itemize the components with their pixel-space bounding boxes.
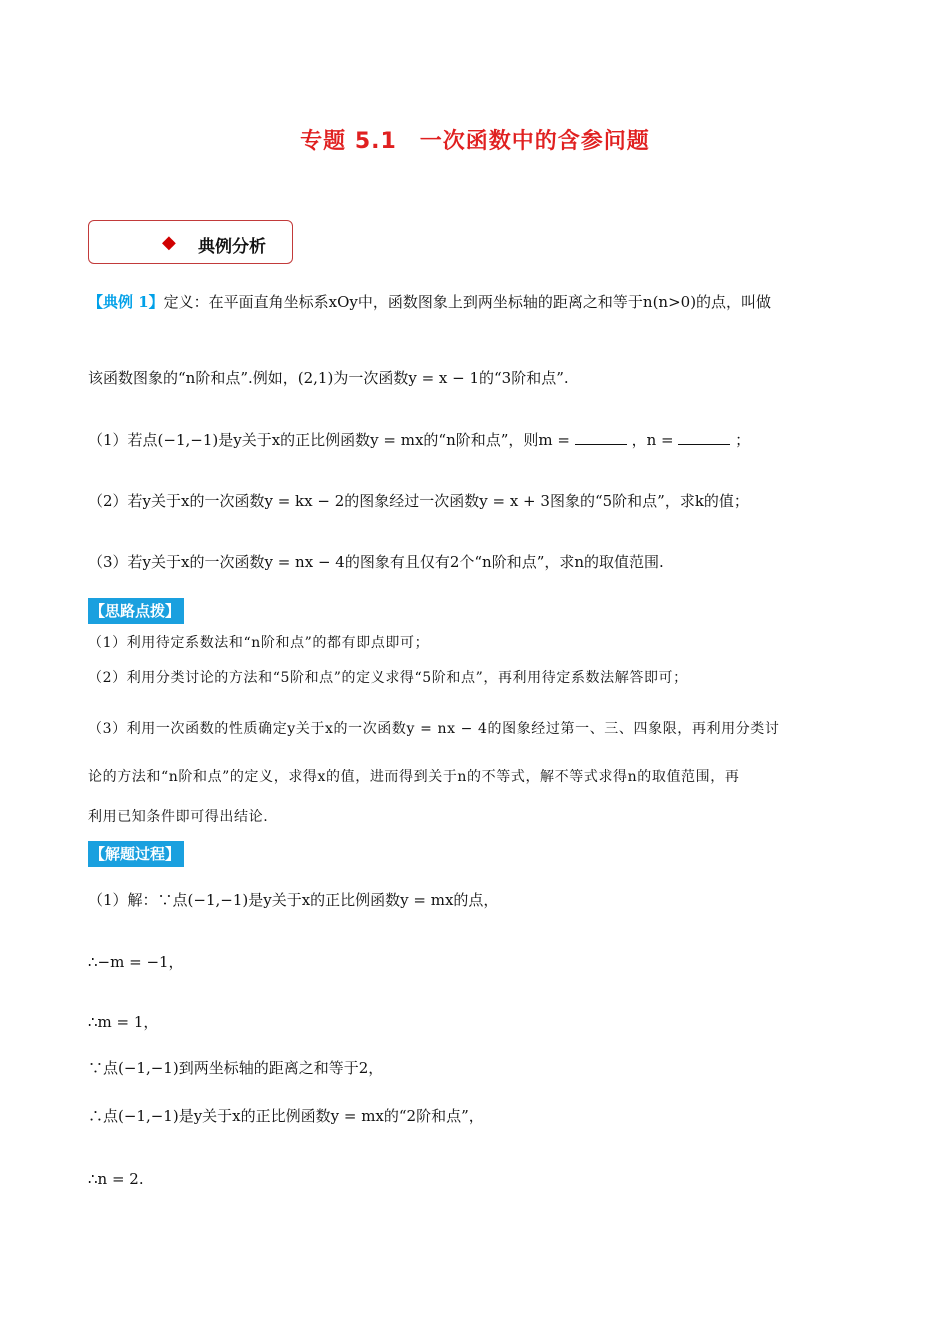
solution-step-1: （1）解：∵点(−1,−1)是y关于x的正比例函数y = mx的点， — [88, 891, 499, 909]
hint-3c: 利用已知条件即可得出结论. — [88, 809, 269, 825]
solution-badge: 【解题过程】 — [88, 841, 184, 867]
section-label: 典例分析 — [198, 237, 266, 257]
hint-2: （2）利用分类讨论的方法和“5阶和点”的定义求得“5阶和点”，再利用待定系数法解答即可； — [88, 670, 688, 686]
question-3: （3）若y关于x的一次函数y = nx − 4的图象有且仅有2个“n阶和点”，求n的取值范围. — [88, 553, 664, 571]
solution-badge-wrap — [88, 841, 184, 867]
hint-3a: （3）利用一次函数的性质确定y关于x的一次函数y = nx − 4的图象经过第一、三、四象限，再利用分类讨 — [88, 721, 780, 737]
page-title: 专题 5.1 一次函数中的含参问题 — [300, 129, 650, 154]
solution-step-2: ∴−m = −1， — [88, 953, 184, 971]
hint-3b: 论的方法和“n阶和点”的定义，求得x的值，进而得到关于n的不等式，解不等式求得n的取值范围，再 — [88, 769, 740, 785]
question-2: （2）若y关于x的一次函数y = kx − 2的图象经过一次函数y = x + 3图象的“5阶和点”，求k的值； — [88, 492, 749, 510]
example-intro-text: 定义：在平面直角坐标系xOy中，函数图象上到两坐标轴的距离之和等于n(n>0)的点，叫做 — [163, 293, 772, 311]
question-1-mid: ，n = — [631, 431, 674, 449]
question-1 — [88, 428, 750, 452]
answer-blank-n[interactable] — [678, 430, 730, 445]
example-intro-line1 — [88, 290, 771, 314]
question-1-text: （1）若点(−1,−1)是y关于x的正比例函数y = mx的“n阶和点”，则m = — [88, 431, 570, 449]
solution-step-6: ∴n = 2. — [88, 1170, 144, 1188]
example-tag: 【典例 1】 — [88, 293, 164, 311]
answer-blank-m[interactable] — [575, 430, 627, 445]
hint-1: （1）利用待定系数法和“n阶和点”的都有即点即可； — [88, 635, 430, 651]
solution-step-5: ∴点(−1,−1)是y关于x的正比例函数y = mx的“2阶和点”， — [88, 1107, 484, 1125]
example-intro-line2: 该函数图象的“n阶和点”.例如，(2,1)为一次函数y = x − 1的“3阶和点”. — [88, 369, 569, 387]
hint-badge-wrap — [88, 598, 184, 624]
diamond-icon: ◆ — [162, 232, 176, 253]
solution-step-3: ∴m = 1， — [88, 1013, 159, 1031]
hint-badge: 【思路点拨】 — [88, 598, 184, 624]
question-1-end: ； — [735, 431, 751, 449]
solution-step-4: ∵点(−1,−1)到两坐标轴的距离之和等于2， — [88, 1059, 384, 1077]
